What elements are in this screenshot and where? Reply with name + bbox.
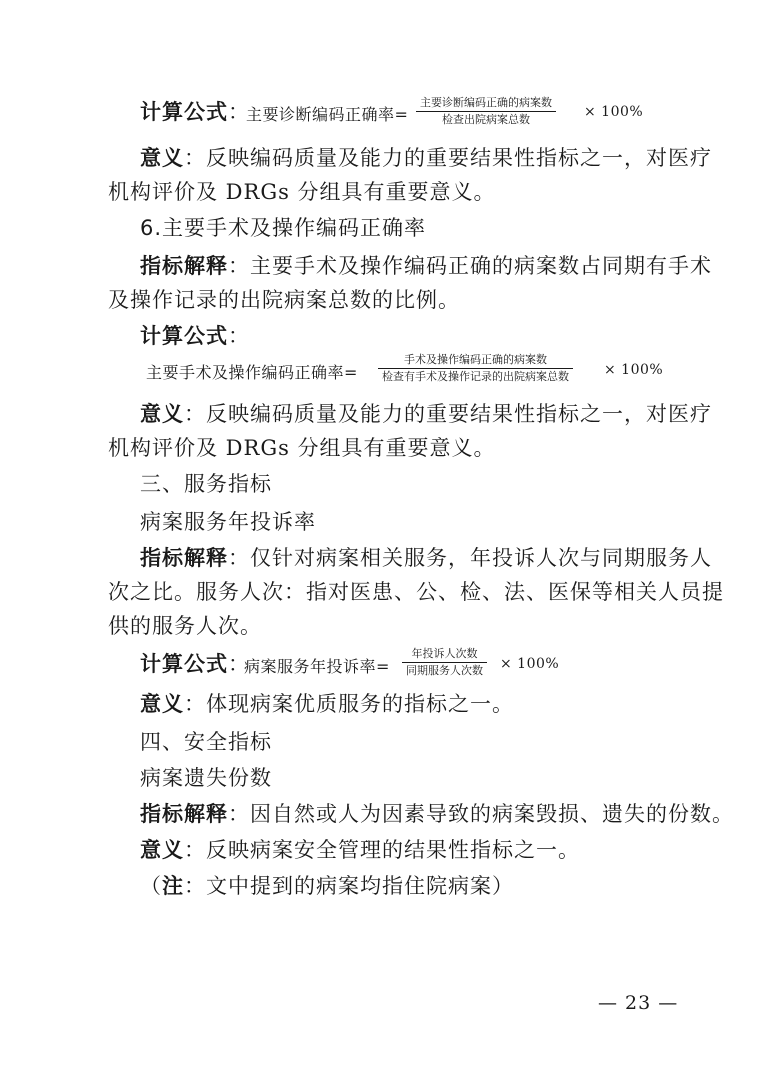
formula-fraction — [416, 96, 556, 127]
paragraph-text: ：反映编码质量及能力的重要结果性指标之一，对医疗 — [184, 146, 712, 170]
paragraph-text: ：反映编码质量及能力的重要结果性指标之一，对医疗 — [184, 402, 712, 426]
note-label: 注 — [162, 874, 184, 898]
paragraph-continuation: 及操作记录的出院病案总数的比例。 — [108, 288, 460, 312]
colon: ： — [228, 652, 250, 676]
note-text: ：文中提到的病案均指住院病案） — [184, 874, 514, 898]
meaning-label: 意义 — [140, 146, 184, 170]
fraction-numerator: 主要诊断编码正确的病案数 — [420, 96, 552, 109]
section-heading: 三、服务指标 — [140, 472, 272, 496]
section-heading: 6.主要手术及操作编码正确率 — [140, 216, 427, 240]
formula-fraction — [402, 647, 487, 678]
formula-label: 计算公式 — [140, 324, 228, 348]
meaning-label: 意义 — [140, 402, 184, 426]
colon: ： — [228, 100, 250, 124]
page-number: — 23 — — [598, 992, 679, 1014]
fraction-numerator: 年投诉人次数 — [411, 647, 478, 660]
formula-expression: 病案服务年投诉率= — [244, 657, 390, 676]
meaning-paragraph — [140, 690, 514, 718]
paragraph-text: ：因自然或人为因素导致的病案毁损、遗失的份数。 — [228, 802, 734, 826]
definition-paragraph — [140, 800, 734, 828]
formula-line — [140, 98, 250, 126]
definition-label: 指标解释 — [140, 254, 228, 278]
formula-multiplier: × 100% — [500, 656, 560, 672]
paragraph-text: ：主要手术及操作编码正确的病案数占同期有手术 — [228, 254, 712, 278]
colon: ： — [228, 324, 250, 348]
formula-line — [140, 322, 250, 350]
formula-multiplier: × 100% — [584, 104, 644, 120]
meaning-label: 意义 — [140, 692, 184, 716]
note-line — [140, 872, 514, 900]
definition-label: 指标解释 — [140, 546, 228, 570]
paragraph-text: ：仅针对病案相关服务，年投诉人次与同期服务人 — [228, 546, 712, 570]
fraction-numerator: 手术及操作编码正确的病案数 — [404, 353, 547, 366]
paragraph-continuation: 次之比。服务人次：指对医患、公、检、法、医保等相关人员提 — [108, 580, 724, 604]
definition-paragraph — [140, 252, 712, 280]
paragraph-continuation: 机构评价及 DRGs 分组具有重要意义。 — [108, 180, 496, 204]
subsection-heading: 病案服务年投诉率 — [140, 510, 316, 534]
formula-expression: 主要手术及操作编码正确率= — [146, 363, 358, 382]
fraction-denominator: 检查有手术及操作记录的出院病案总数 — [382, 370, 569, 383]
formula-expression: 主要诊断编码正确率= — [246, 105, 409, 124]
note-open-paren: （ — [140, 874, 162, 898]
formula-fraction — [378, 353, 573, 384]
definition-paragraph — [140, 544, 712, 572]
meaning-paragraph — [140, 144, 712, 172]
definition-label: 指标解释 — [140, 802, 228, 826]
fraction-denominator: 同期服务人次数 — [406, 664, 483, 677]
subsection-heading: 病案遗失份数 — [140, 766, 272, 790]
section-heading: 四、安全指标 — [140, 730, 272, 754]
meaning-paragraph — [140, 836, 580, 864]
formula-label: 计算公式 — [140, 100, 228, 124]
formula-label: 计算公式 — [140, 652, 228, 676]
paragraph-continuation: 机构评价及 DRGs 分组具有重要意义。 — [108, 436, 496, 460]
meaning-paragraph — [140, 400, 712, 428]
formula-line — [140, 650, 250, 678]
paragraph-text: ：反映病案安全管理的结果性指标之一。 — [184, 838, 580, 862]
formula-multiplier: × 100% — [604, 362, 664, 378]
fraction-denominator: 检查出院病案总数 — [442, 113, 530, 126]
paragraph-text: ：体现病案优质服务的指标之一。 — [184, 692, 514, 716]
meaning-label: 意义 — [140, 838, 184, 862]
paragraph-continuation: 供的服务人次。 — [108, 614, 262, 638]
